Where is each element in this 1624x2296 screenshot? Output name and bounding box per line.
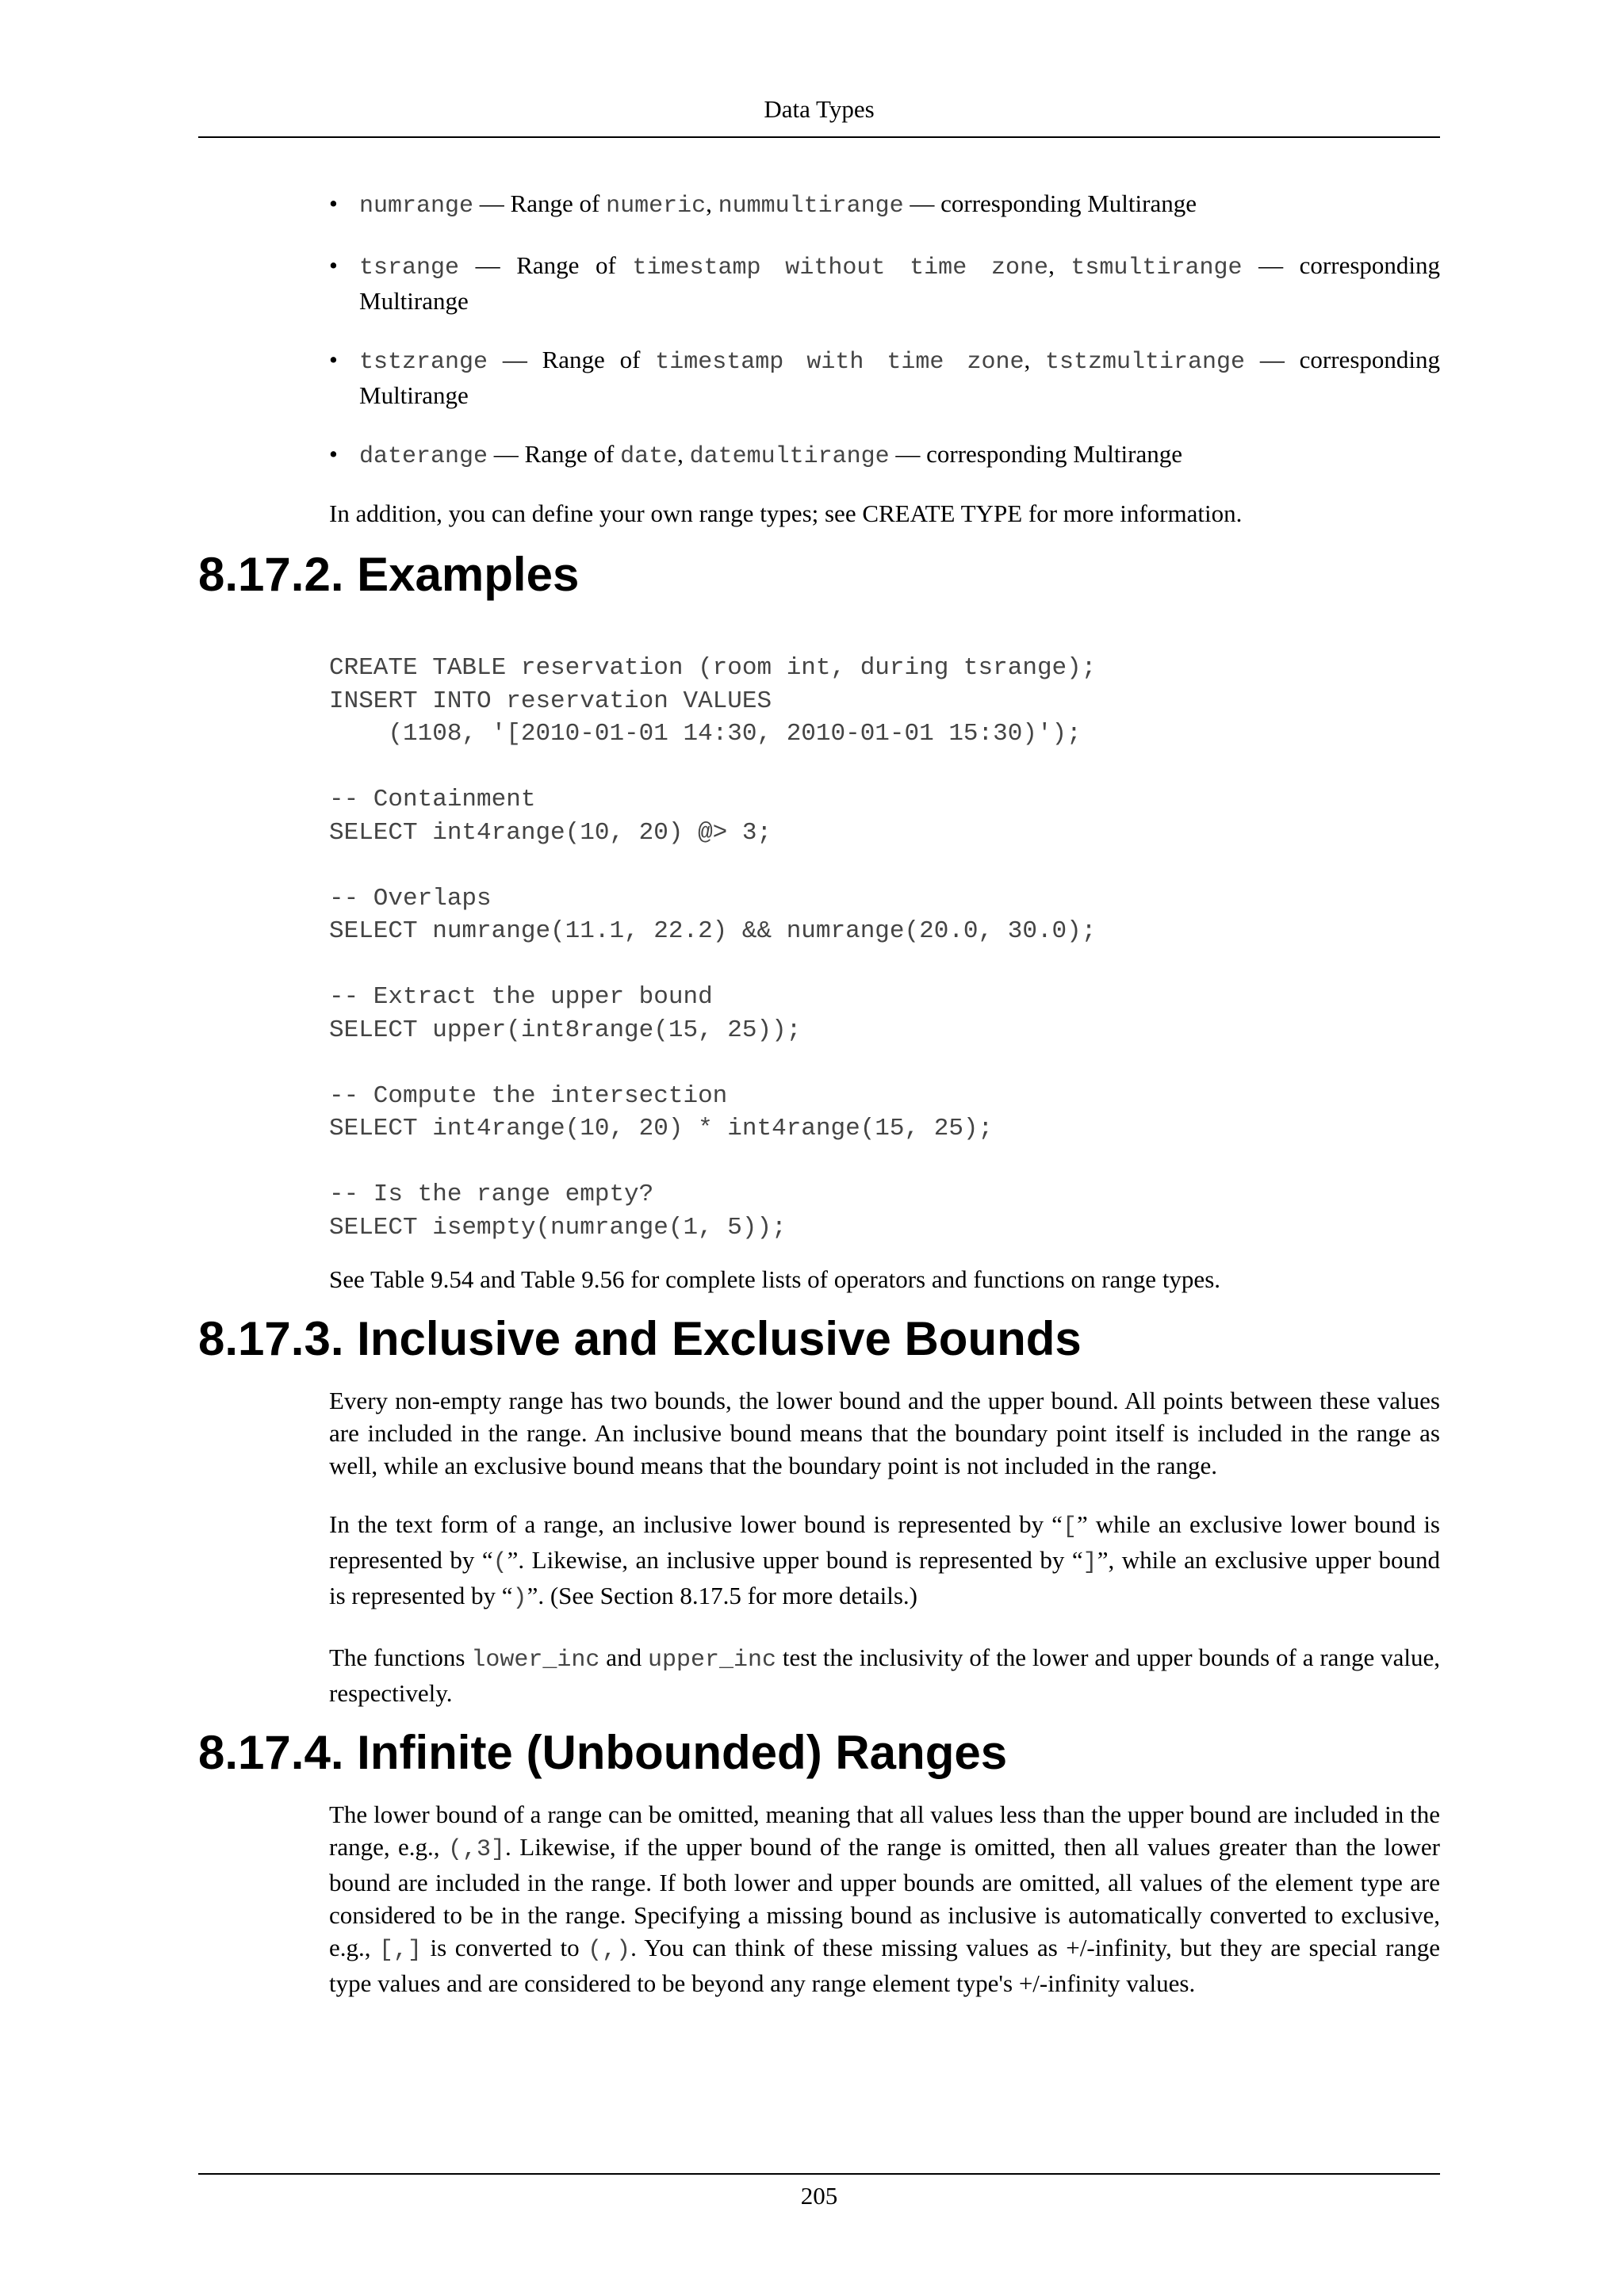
list-item xyxy=(329,343,1440,411)
para-text: test the inclusivity of the lower and upper bounds of a range value, respectively. xyxy=(329,1644,1440,1707)
bullet-icon: • xyxy=(329,346,338,373)
para-text: is converted to xyxy=(422,1934,588,1961)
item-text: — corresponding Multirange xyxy=(889,440,1182,468)
item-text: — Range of xyxy=(488,346,656,373)
inline-code: ( xyxy=(492,1549,508,1576)
item-text: — corresponding Multirange xyxy=(359,251,1441,315)
item-text: — corresponding Multirange xyxy=(903,189,1197,217)
bounds-paragraph-1: Every non-empty range has two bounds, the lower bound and the upper bound. All points between these values are included in the range. An inclusive bound means that the boundary point itself is included in the range as well, while an exclusive bound means that the boundary point is not included in the range. xyxy=(329,1387,1440,1479)
list-item xyxy=(329,187,1440,223)
para-text: ”. Likewise, an inclusive upper bound is represented by “ xyxy=(507,1546,1083,1574)
inline-code: [ xyxy=(1062,1513,1077,1540)
range-types-list xyxy=(329,187,1440,473)
infinite-paragraph xyxy=(329,1798,1440,1999)
bullet-icon: • xyxy=(329,440,338,468)
item-text: — corresponding Multirange xyxy=(359,346,1440,409)
base-type: timestamp without time zone xyxy=(632,254,1049,281)
multirange-name: tstzmultirange xyxy=(1045,349,1246,376)
examples-block xyxy=(329,652,1440,1295)
para-text: . You can think of these missing values as +/-infinity, but they are special range type values and are considered to be beyond any range element type's +/-infinity values. xyxy=(329,1934,1440,1997)
section-heading-infinite: 8.17.4. Infinite (Unbounded) Ranges xyxy=(198,1726,1008,1779)
range-type-name: numrange xyxy=(359,193,474,220)
range-type-name: tstzrange xyxy=(359,349,488,376)
list-item xyxy=(329,438,1440,473)
section-heading-bounds: 8.17.3. Inclusive and Exclusive Bounds xyxy=(198,1312,1082,1365)
inline-code: (,) xyxy=(588,1937,631,1964)
item-text: , xyxy=(677,440,690,468)
bullet-icon: • xyxy=(329,251,338,279)
inline-code: (,3] xyxy=(448,1836,506,1863)
item-text: , xyxy=(1048,251,1071,279)
range-type-name: tsrange xyxy=(359,254,460,281)
para-text: ”, while an exclusive upper bound is represented by “ xyxy=(329,1546,1441,1609)
item-text: — Range of xyxy=(473,189,607,217)
inline-code: ) xyxy=(512,1585,527,1612)
bounds-block xyxy=(329,1384,1440,1709)
para-text: The lower bound of a range can be omitted, meaning that all values less than the upper bound are included in the range, e.g., xyxy=(329,1800,1440,1861)
inline-code: [,] xyxy=(379,1937,423,1964)
para-text: and xyxy=(599,1644,648,1671)
base-type: timestamp with time zone xyxy=(655,349,1025,376)
bullet-icon: • xyxy=(329,189,338,217)
multirange-name: nummultirange xyxy=(718,193,904,220)
para-text: . Likewise, if the upper bound of the range is omitted, then all values greater than the lower bound are included in the range. If both lower and upper bounds are omitted, all values of the element type are considered to be in the range. Specifying a missing bound as inclusive is automatically converted to exclusive, e.g., xyxy=(329,1833,1440,1961)
intro-note: In addition, you can define your own range types; see CREATE TYPE for more information. xyxy=(329,499,1243,527)
multirange-name: tsmultirange xyxy=(1071,254,1243,281)
item-text: , xyxy=(1024,346,1046,373)
inline-code: ] xyxy=(1082,1549,1097,1576)
code-example: CREATE TABLE reservation (room int, during tsrange); INSERT INTO reservation VALUES (1108, '[2010-01-01 14:30, 2010-01-01 15:30)'); -- Containment SELECT int4range(10, 20) @> 3; -- Overlaps SELECT numrange(11.1, 22.2) && numrange(20.0, 30.0); -- Extract the upper bound SELECT upper(int8range(15, 25)); -- Compute the intersection SELECT int4range(10, 20) * int4range(15, 25); -- Is the range empty? SELECT isempty(numrange(1, 5)); xyxy=(329,654,1097,1242)
page-content xyxy=(198,187,1440,1999)
infinite-block xyxy=(329,1798,1440,1999)
list-item xyxy=(329,249,1440,317)
bounds-paragraph-3 xyxy=(329,1641,1440,1709)
running-header: Data Types xyxy=(764,95,875,123)
section-heading-examples: 8.17.2. Examples xyxy=(198,548,580,601)
examples-after: See Table 9.54 and Table 9.56 for complete lists of operators and functions on range types. xyxy=(329,1265,1221,1293)
range-types-block xyxy=(329,187,1440,530)
item-text: — Range of xyxy=(488,440,621,468)
para-text: In the text form of a range, an inclusive lower bound is represented by “ xyxy=(329,1510,1063,1538)
base-type: date xyxy=(620,443,678,470)
inline-code: lower_inc xyxy=(471,1647,600,1674)
para-text: ”. (See Section 8.17.5 for more details.) xyxy=(527,1582,917,1609)
footer-rule xyxy=(198,2173,1440,2175)
inline-code: upper_inc xyxy=(647,1647,776,1674)
item-text: , xyxy=(706,189,718,217)
multirange-name: datemultirange xyxy=(689,443,890,470)
bounds-paragraph-2 xyxy=(329,1508,1440,1615)
base-type: numeric xyxy=(606,193,707,220)
para-text: The functions xyxy=(329,1644,472,1671)
header-rule xyxy=(198,136,1440,138)
page-number: 205 xyxy=(800,2182,838,2210)
item-text: — Range of xyxy=(459,251,633,279)
range-type-name: daterange xyxy=(359,443,488,470)
para-text: ” while an exclusive lower bound is represented by “ xyxy=(329,1510,1440,1574)
